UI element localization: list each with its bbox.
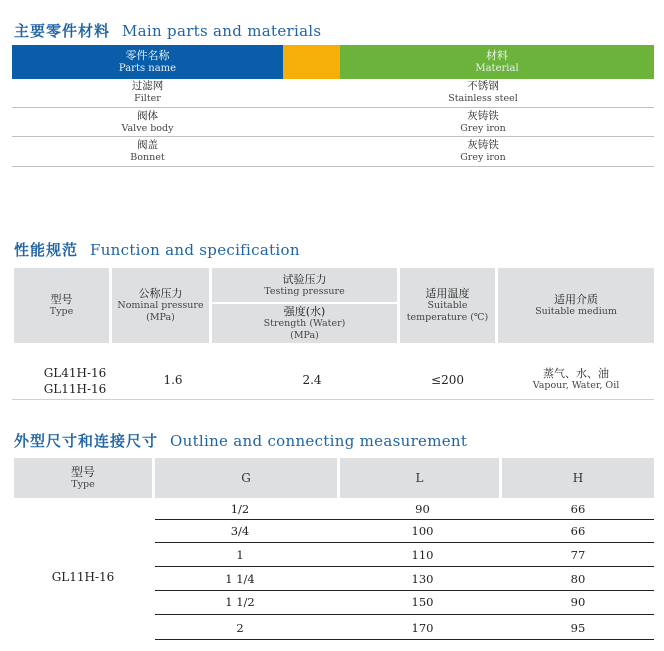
l-value: 110 (411, 548, 434, 562)
g-value: 1/2 (230, 502, 250, 516)
medium-zh: 蒸气、水、油 (543, 367, 609, 380)
medium-header-en: Suitable medium (535, 306, 617, 317)
h-value: 90 (570, 595, 586, 609)
part-name-zh: 阀盖 (137, 139, 158, 151)
row-divider (155, 566, 654, 567)
spec-type-2: GL11H-16 (43, 382, 107, 396)
h-value: 66 (570, 502, 586, 516)
row-divider (12, 107, 654, 108)
parts-table-row (12, 139, 654, 168)
parts-name-header-zh: 零件名称 (125, 49, 170, 62)
function-heading-en: Function and specification (90, 241, 300, 259)
main-parts-heading-zh: 主要零件材料 (14, 22, 111, 40)
parts-name-header-en: Parts name (118, 63, 177, 74)
outline-type-header-en: Type (71, 478, 95, 490)
h-header-label: H (572, 471, 584, 485)
g-header (155, 458, 337, 498)
part-name-zh: 过滤网 (131, 80, 164, 92)
function-heading-zh: 性能规范 (14, 241, 79, 259)
material-cell (312, 139, 654, 164)
g-value: 3/4 (230, 524, 250, 538)
strength-header (212, 304, 397, 343)
strength-value: 2.4 (302, 373, 322, 387)
outline-type-header (14, 458, 152, 498)
material-header-zh: 材料 (486, 49, 508, 62)
material-header-cell (340, 45, 654, 79)
h-value: 80 (570, 572, 586, 586)
material-zh: 灰铸铁 (467, 139, 499, 151)
outline-type-header-zh: 型号 (70, 464, 95, 479)
nominal-pressure-header (112, 268, 209, 343)
l-value: 130 (411, 572, 434, 586)
temp-header-en1: Suitable (427, 300, 468, 311)
l-value: 100 (411, 524, 434, 538)
outline-model: GL11H-16 (51, 570, 115, 584)
g-value: 2 (236, 621, 244, 635)
material-en: Grey iron (460, 152, 506, 163)
material-en: Stainless steel (448, 93, 518, 104)
h-header (502, 458, 654, 498)
part-name-en: Valve body (121, 123, 174, 134)
outline-heading (14, 430, 467, 451)
row-divider (12, 166, 654, 167)
g-value: 1 (236, 548, 244, 562)
medium-en: Vapour, Water, Oil (532, 380, 620, 391)
nominal-header-en: Nominal pressure (117, 300, 204, 311)
testing-header-zh: 试验压力 (282, 272, 327, 286)
strength-header-unit: (MPa) (290, 330, 319, 341)
nominal-pressure-value: 1.6 (163, 373, 183, 387)
part-name-zh: 阀体 (137, 110, 158, 122)
l-value: 170 (411, 621, 434, 635)
g-value: 1 1/4 (225, 572, 255, 586)
material-cell (312, 80, 654, 105)
main-parts-heading (14, 20, 321, 41)
part-name-en: Bonnet (130, 152, 165, 163)
temperature-header (400, 268, 495, 343)
part-cell (12, 80, 283, 105)
h-value: 66 (570, 524, 586, 538)
parts-name-header-cell (12, 45, 283, 79)
material-zh: 灰铸铁 (467, 110, 499, 122)
header-accent-cell (283, 45, 340, 79)
h-value: 95 (570, 621, 586, 635)
l-value: 90 (415, 502, 430, 516)
row-divider (155, 614, 654, 615)
l-header (340, 458, 499, 498)
main-parts-heading-en: Main parts and materials (122, 22, 322, 40)
row-divider (155, 542, 654, 543)
spec-type-1: GL41H-16 (43, 366, 107, 380)
parts-table-header (12, 45, 654, 79)
temp-header-en2: temperature (℃) (406, 312, 489, 323)
temp-header-zh: 适用温度 (425, 287, 470, 300)
spec-table-bottom-rule (12, 399, 654, 400)
part-cell (12, 110, 283, 135)
outline-heading-en: Outline and connecting measurement (170, 432, 468, 450)
l-value: 150 (411, 595, 434, 609)
material-cell (312, 110, 654, 135)
temperature-value: ≤200 (431, 373, 464, 387)
spec-type-header (14, 268, 109, 343)
material-header-en: Material (475, 63, 519, 74)
row-divider (155, 590, 654, 591)
row-divider (155, 639, 654, 640)
nominal-header-unit: (MPa) (146, 312, 175, 323)
medium-header (498, 268, 654, 343)
material-en: Grey iron (460, 123, 506, 134)
strength-header-zh: 强度(水) (283, 305, 326, 318)
row-divider (155, 519, 654, 520)
g-value: 1 1/2 (225, 595, 255, 609)
spec-type-header-zh: 型号 (50, 293, 73, 306)
parts-table-row (12, 80, 654, 109)
outline-heading-zh: 外型尺寸和连接尺寸 (14, 432, 159, 450)
part-name-en: Filter (134, 93, 161, 104)
h-value: 77 (570, 548, 586, 562)
row-divider (12, 136, 654, 137)
testing-pressure-header (212, 268, 397, 302)
part-cell (12, 139, 283, 164)
g-header-label: G (241, 471, 251, 485)
nominal-header-zh: 公称压力 (138, 287, 183, 300)
medium-header-zh: 适用介质 (554, 293, 598, 306)
material-zh: 不锈钢 (467, 80, 499, 92)
strength-header-en: Strength (Water) (263, 318, 346, 329)
parts-table-row (12, 110, 654, 139)
spec-type-header-en: Type (49, 306, 74, 317)
medium-cell (498, 367, 654, 392)
testing-header-en: Testing pressure (264, 285, 345, 297)
l-header-label: L (415, 471, 424, 485)
function-heading (14, 239, 300, 260)
